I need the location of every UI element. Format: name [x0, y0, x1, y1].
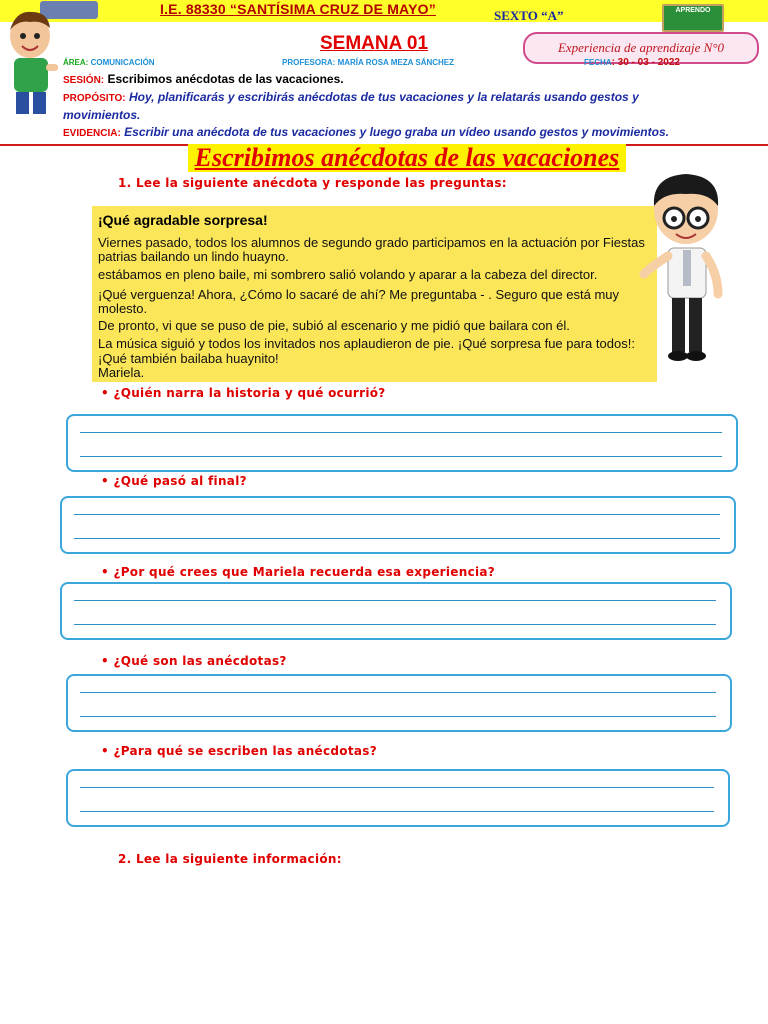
- purpose-line1: Hoy, planificarás y escribirás anécdotas de tus vacaciones y la relatarás usando gestos y: [128, 90, 639, 104]
- question-5: • ¿Para qué se escriben las anécdotas?: [101, 744, 377, 758]
- anecdote-line: Viernes pasado, todos los alumnos de segundo grado participamos en la actuación por Fiestas: [98, 235, 645, 250]
- question-4: • ¿Qué son las anécdotas?: [101, 654, 287, 668]
- answer-line: [74, 514, 720, 515]
- answer-box-5[interactable]: [66, 769, 730, 827]
- anecdote-line: patrias bailando un lindo huayno.: [98, 249, 289, 264]
- boy-illustration: [0, 6, 62, 118]
- anecdote-line: Mariela.: [98, 365, 145, 380]
- teacher-label: PROFESORA:: [282, 58, 336, 67]
- evidence-text: Escribir una anécdota de tus vacaciones y luego graba un vídeo usando gestos y movimientos.: [124, 125, 669, 139]
- answer-box-3[interactable]: [60, 582, 732, 640]
- evidence-row: [63, 123, 763, 143]
- date-label: FECHA: [584, 58, 612, 67]
- anecdote-line: La música siguió y todos los invitados nos aplaudieron de pie. ¡Qué sorpresa fue para todos!:: [98, 336, 635, 351]
- answer-box-4[interactable]: [66, 674, 732, 732]
- area-label: ÁREA:: [63, 58, 89, 67]
- boy-with-glasses-illustration: [634, 170, 730, 366]
- anecdote-line: De pronto, vi que se puso de pie, subió al escenario y me pidió que bailara con él.: [98, 318, 570, 333]
- step-1-instruction: 1. Lee la siguiente anécdota y responde las preguntas:: [118, 176, 507, 190]
- evidence-label: EVIDENCIA:: [63, 128, 121, 139]
- grade-label: SEXTO “A”: [494, 8, 564, 23]
- answer-line: [80, 456, 722, 457]
- answer-line: [74, 600, 716, 601]
- teacher-field: [282, 58, 454, 67]
- school-name: I.E. 88330 “SANTÍSIMA CRUZ DE MAYO”: [160, 1, 436, 17]
- purpose-line2: movimientos.: [63, 108, 141, 122]
- answer-line: [74, 624, 716, 625]
- anecdote-title: ¡Qué agradable sorpresa!: [98, 212, 268, 228]
- purpose-row-2: [63, 106, 140, 124]
- answer-line: [80, 716, 716, 717]
- session-text: Escribimos anécdotas de las vacaciones.: [107, 72, 344, 86]
- question-3: • ¿Por qué crees que Mariela recuerda esa experiencia?: [101, 565, 496, 579]
- main-title-highlight: [188, 144, 626, 172]
- answer-line: [74, 538, 720, 539]
- anecdote-line: molesto.: [98, 301, 148, 316]
- session-label: SESIÓN:: [63, 75, 105, 86]
- answer-box-2[interactable]: [60, 496, 736, 554]
- week-title: SEMANA 01: [320, 33, 429, 54]
- anecdote-box: [92, 206, 657, 382]
- anecdote-line: ¡Qué verguenza! Ahora, ¿Cómo lo sacaré de ahí? Me preguntaba - . Seguro que está muy: [98, 287, 620, 302]
- answer-line: [80, 692, 716, 693]
- experience-badge-text: Experiencia de aprendizaje N°0: [557, 40, 725, 55]
- question-2: • ¿Qué pasó al final?: [101, 474, 247, 488]
- question-1: • ¿Quién narra la historia y qué ocurrió?: [101, 386, 386, 400]
- date-value: : 30 - 03 - 2022: [611, 57, 680, 68]
- area-value: COMUNICACIÓN: [90, 58, 155, 67]
- main-title: Escribimos anécdotas de las vacaciones: [194, 143, 620, 172]
- anecdote-line: estábamos en pleno baile, mi sombrero salió volando y aparar a la cabeza del director.: [98, 267, 598, 282]
- teacher-value: MARÍA ROSA MEZA SÁNCHEZ: [337, 58, 455, 67]
- purpose-row: [63, 88, 723, 108]
- session-row: [63, 70, 344, 90]
- answer-box-1[interactable]: [66, 414, 738, 472]
- answer-line: [80, 811, 714, 812]
- purpose-label: PROPÓSITO:: [63, 93, 126, 104]
- answer-line: [80, 432, 722, 433]
- step-2-instruction: 2. Lee la siguiente información:: [118, 852, 342, 866]
- answer-line: [80, 787, 714, 788]
- anecdote-line: ¡Qué también bailaba huaynito!: [98, 351, 279, 366]
- date-field: [584, 57, 680, 68]
- logo-text: APRENDO: [675, 7, 711, 14]
- area-field: [63, 58, 155, 67]
- aprendo-logo: [662, 4, 724, 32]
